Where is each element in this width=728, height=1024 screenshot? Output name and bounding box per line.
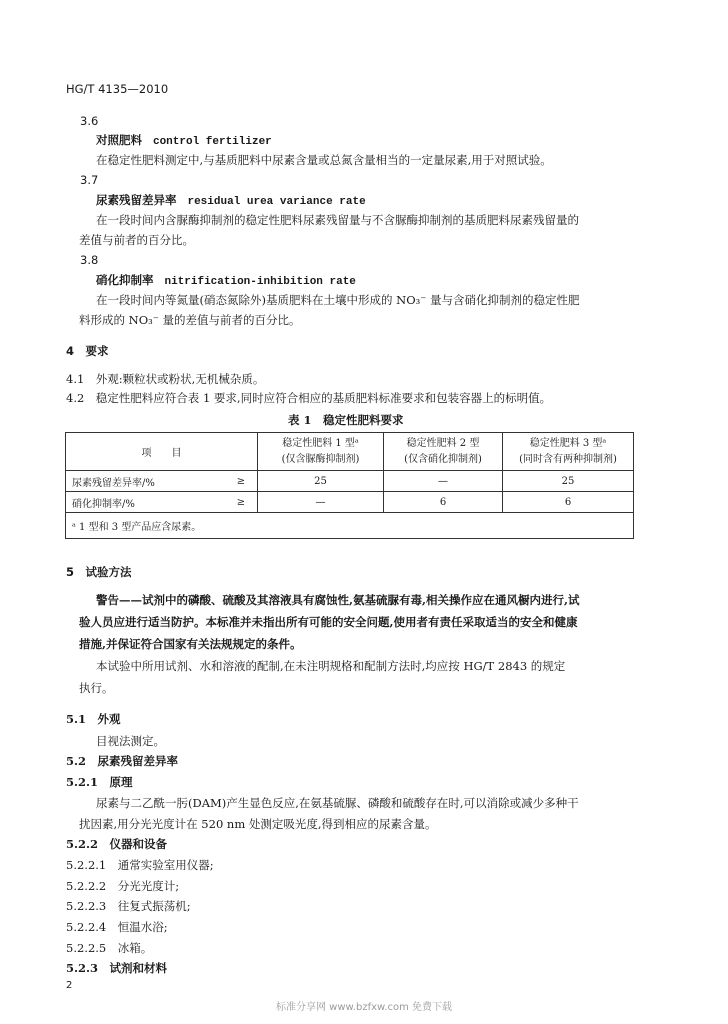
table-cell: —	[384, 471, 503, 492]
term-en: control fertilizer	[152, 136, 272, 148]
watermark: 标准分享网 www.bzfxw.com 免费下载	[276, 1002, 452, 1013]
subsection-heading: 5.2.2 仪器和设备	[66, 837, 168, 851]
table-header-cell: 稳定性肥料 1 型ᵃ (仅含脲酶抑制剂)	[258, 433, 384, 471]
subsection-heading: 5.2 尿素残留差异率	[66, 754, 179, 768]
equipment-item: 5.2.2.4 恒温水浴;	[66, 920, 168, 934]
subsection-heading: 5.2.3 试剂和材料	[66, 961, 168, 975]
term-zh: 对照肥料	[96, 133, 142, 147]
term-definition: 在稳定性肥料测定中,与基质肥料中尿素含量或总氮含量相当的一定量尿素,用于对照试验。	[96, 153, 552, 167]
table-note: ᵃ 1 型和 3 型产品应含尿素。	[66, 513, 634, 539]
term-definition: 在一段时间内等氮量(硝态氮除外)基质肥料在土壤中形成的 NO₃⁻ 量与含硝化抑制剂的稳定性肥	[96, 293, 580, 307]
term-zh: 硝化抑制率	[96, 273, 154, 287]
table-cell: 6	[384, 492, 503, 513]
table-cell: 6	[503, 492, 634, 513]
term-definition: 在一段时间内含脲酶抑制剂的稳定性肥料尿素残留量与不含脲酶抑制剂的基质肥料尿素残留量的	[96, 213, 579, 227]
subsection-heading: 5.1 外观	[66, 712, 121, 726]
table-row	[66, 471, 634, 492]
table-cell: 25	[503, 471, 634, 492]
term-definition: 差值与前者的百分比。	[79, 233, 194, 247]
table-header-cell: 稳定性肥料 3 型ᵃ (同时含有两种抑制剂)	[503, 433, 634, 471]
term-definition: 料形成的 NO₃⁻ 量的差值与前者的百分比。	[79, 313, 301, 327]
table-note-row	[66, 513, 634, 539]
table-header-row	[66, 433, 634, 471]
subsection-heading: 5.2.1 原理	[66, 775, 133, 789]
page-number: 2	[66, 980, 73, 991]
general-line: 执行。	[79, 681, 114, 695]
row-label: 尿素残留差异率/%	[66, 471, 226, 492]
equipment-item: 5.2.2.2 分光光度计;	[66, 879, 180, 893]
warning-line: 措施,并保证符合国家有关法规规定的条件。	[79, 637, 302, 651]
table-row	[66, 492, 634, 513]
term-number: 3.7	[80, 173, 99, 187]
equipment-item: 5.2.2.1 通常实验室用仪器;	[66, 858, 214, 872]
row-operator: ≥	[225, 492, 258, 513]
warning-line: 验人员应进行适当防护。本标准并未指出所有可能的安全问题,使用者有责任采取适当的安全和健康	[79, 615, 578, 629]
table-caption: 表 1 稳定性肥料要求	[288, 413, 404, 427]
row-operator: ≥	[225, 471, 258, 492]
requirement-item: 4.2 稳定性肥料应符合表 1 要求,同时应符合相应的基质肥料标准要求和包装容器上的标明值。	[66, 391, 552, 405]
table-header-item: 项 目	[66, 433, 258, 471]
table-header-cell: 稳定性肥料 2 型 (仅含硝化抑制剂)	[384, 433, 503, 471]
principle-line: 尿素与二乙酰一肟(DAM)产生显色反应,在氨基硫脲、磷酸和硫酸存在时,可以消除或减少多种干	[96, 796, 579, 810]
term-en: residual urea variance rate	[187, 196, 366, 208]
term-heading	[96, 273, 356, 289]
principle-line: 扰因素,用分光光度计在 520 nm 处测定吸光度,得到相应的尿素含量。	[79, 817, 437, 831]
section-heading: 4 要求	[66, 344, 109, 358]
term-zh: 尿素残留差异率	[96, 193, 177, 207]
term-number: 3.6	[80, 114, 99, 128]
term-heading	[96, 133, 272, 149]
term-number: 3.8	[80, 253, 99, 267]
table-cell: —	[258, 492, 384, 513]
requirement-item: 4.1 外观:颗粒状或粉状,无机械杂质。	[66, 372, 265, 386]
subsection-text: 目视法测定。	[96, 734, 165, 748]
term-en: nitrification-inhibition rate	[164, 276, 356, 288]
section-heading: 5 试验方法	[66, 565, 132, 579]
equipment-item: 5.2.2.3 往复式振荡机;	[66, 899, 191, 913]
row-label: 硝化抑制率/%	[66, 492, 226, 513]
warning-line: 警告——试剂中的磷酸、硫酸及其溶液具有腐蚀性,氨基硫脲有毒,相关操作应在通风橱内进行,试	[96, 593, 580, 607]
term-heading	[96, 193, 366, 209]
requirements-table	[65, 432, 634, 539]
table-cell: 25	[258, 471, 384, 492]
standard-number: HG/T 4135—2010	[66, 82, 169, 96]
general-line: 本试验中所用试剂、水和溶液的配制,在未注明规格和配制方法时,均应按 HG/T 2843 的规定	[96, 659, 566, 673]
equipment-item: 5.2.2.5 冰箱。	[66, 941, 153, 955]
